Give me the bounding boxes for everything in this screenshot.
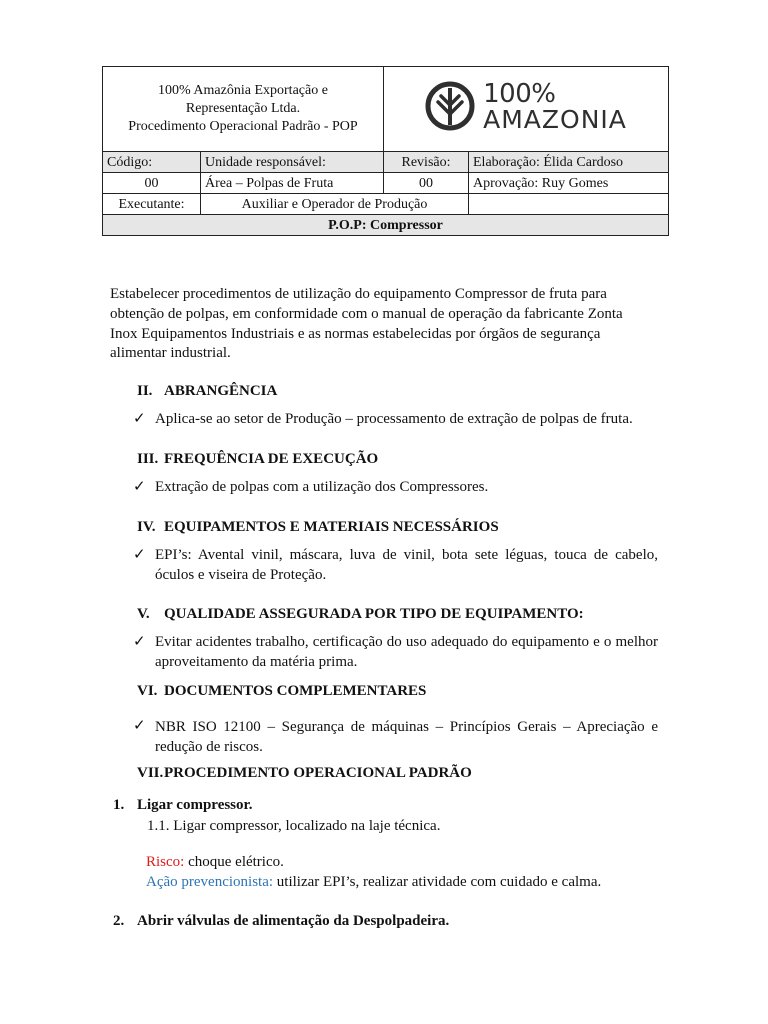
company-cell: [103, 67, 384, 152]
company-logo: [425, 78, 627, 134]
procedure-step-1: 1. Ligar compressor.: [113, 797, 253, 813]
bullet-item: Evitar acidentes trabalho, certificação do uso adequado do equipamento e o melhor aproveitamento da matéria prima.: [155, 634, 658, 670]
check-icon: ✓: [133, 718, 146, 734]
unidade-label: Unidade responsável:: [201, 152, 384, 173]
empty-cell: [469, 194, 669, 215]
intro-line-4: alimentar industrial.: [110, 345, 231, 361]
bullet-item: EPI’s: Avental vinil, máscara, luva de vinil, bota sete léguas, touca de cabelo, óculos e viseira de Proteção.: [155, 547, 658, 583]
section-heading-abrangencia: II. ABRANGÊNCIA: [137, 383, 278, 399]
section-heading-documentos: VI. DOCUMENTOS COMPLEMENTARES: [137, 683, 427, 699]
bullet-item: NBR ISO 12100 – Segurança de máquinas – Princípios Gerais – Apreciação e redução de riscos.: [155, 719, 658, 755]
preventive-action-line: [146, 874, 601, 891]
executante-label: Executante:: [103, 194, 201, 215]
logo-cell: [384, 67, 669, 152]
codigo-label: Código:: [103, 152, 201, 173]
revisao-value: 00: [384, 173, 469, 194]
check-icon: ✓: [133, 634, 146, 650]
document-header-table: [102, 66, 669, 236]
section-heading-equipamentos: IV. EQUIPAMENTOS E MATERIAIS NECESSÁRIOS: [137, 519, 499, 535]
procedure-step-2: 2. Abrir válvulas de alimentação da Despolpadeira.: [113, 913, 450, 929]
risk-label: Risco:: [146, 854, 185, 870]
intro-line-3: Inox Equipamentos Industriais e as normas estabelecidas por órgãos de segurança: [110, 326, 601, 342]
section-heading-procedimento: VII.PROCEDIMENTO OPERACIONAL PADRÃO: [137, 765, 472, 781]
codigo-value: 00: [103, 173, 201, 194]
action-text: utilizar EPI’s, realizar atividade com cuidado e calma.: [273, 874, 602, 890]
section-heading-frequencia: III. FREQUÊNCIA DE EXECUÇÃO: [137, 451, 379, 467]
risk-line: [146, 854, 284, 871]
check-icon: ✓: [133, 479, 146, 495]
company-name-line2: Representação Ltda.: [185, 101, 301, 116]
check-icon: ✓: [133, 411, 146, 427]
bullet-item: Extração de polpas com a utilização dos Compressores.: [155, 479, 489, 495]
intro-line-2: obtenção de polpas, em conformidade com o manual de operação da fabricante Zonta: [110, 306, 623, 322]
revisao-label: Revisão:: [384, 152, 469, 173]
section-heading-qualidade: V. QUALIDADE ASSEGURADA POR TIPO DE EQUIPAMENTO:: [137, 606, 584, 622]
aprovacao-field: Aprovação: Ruy Gomes: [469, 173, 669, 194]
executante-value: Auxiliar e Operador de Produção: [201, 194, 469, 215]
leaf-logo-icon: [425, 81, 475, 131]
risk-text: choque elétrico.: [184, 854, 284, 870]
unidade-value: Área – Polpas de Fruta: [201, 173, 384, 194]
pop-title: P.O.P: Compressor: [103, 215, 669, 236]
logo-brand-text: AMAZONIA: [483, 104, 627, 134]
action-label: Ação prevencionista:: [146, 874, 274, 890]
document-type: Procedimento Operacional Padrão - POP: [128, 119, 358, 134]
logo-percent-text: 100%: [483, 78, 556, 109]
bullet-item: Aplica-se ao setor de Produção – processamento de extração de polpas de fruta.: [155, 411, 633, 427]
elaboracao-field: Elaboração: Élida Cardoso: [469, 152, 669, 173]
procedure-substep-1-1: 1.1. Ligar compressor, localizado na laje técnica.: [147, 818, 441, 834]
company-name-line1: 100% Amazônia Exportação e: [158, 83, 328, 98]
check-icon: ✓: [133, 547, 146, 563]
intro-line-1: Estabelecer procedimentos de utilização do equipamento Compressor de fruta para: [110, 286, 607, 302]
